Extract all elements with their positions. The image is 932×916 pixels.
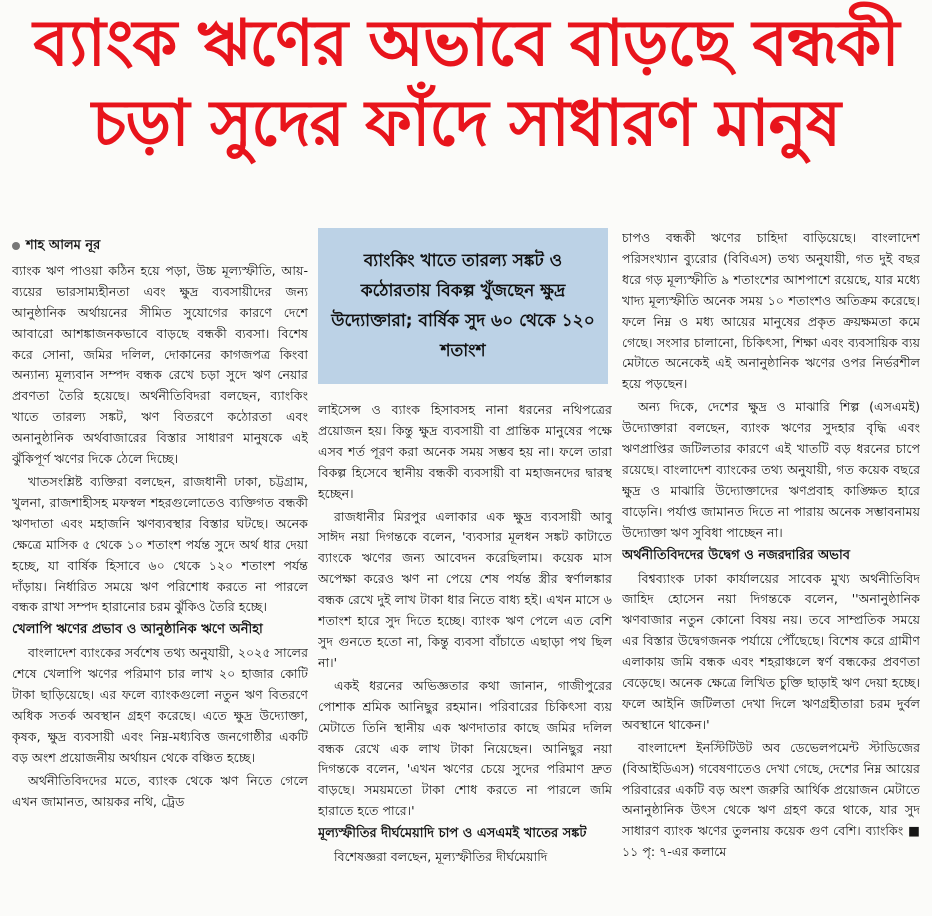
bullet-icon bbox=[12, 242, 20, 250]
column-3 bbox=[622, 228, 920, 916]
paragraph: অর্থনীতিবিদদের মতে, ব্যাংক থেকে ঋণ নিতে গেলে এখন জামানত, আয়কর নথি, ট্রেড bbox=[12, 772, 308, 809]
paragraph: বিশ্বব্যাংক ঢাকা কার্যালয়ের সাবেক মুখ্য অর্থনীতিবিদ জাহিদ হোসেন নয়া দিগন্তকে বলেন, ''অনানুষ্ঠানিক ঋণবাজার নতুন কোনো বিষয় নয়। তবে সাম্প্রতিক সময়ে এর বিস্তার উদ্বেগজনক পর্যায়ে পৌঁছেছে। বিশেষ করে গ্রামীণ এলাকায় জমি বন্ধক এবং শহরাঞ্চলে স্বর্ণ বন্ধকের প্রবণতা বেড়েছে। অনেক ক্ষেত্রে লিখিত চুক্তি ছাড়াই ঋণ দেয়া হচ্ছে। ফলে আইনি জটিলতা দেখা দিলে ঋণগ্রহীতারা চরম দুর্বল অবস্থানে থাকেন।' bbox=[622, 570, 920, 732]
headline bbox=[0, 4, 932, 164]
paragraph-text: বাংলাদেশ ইনস্টিটিউট অব ডেভেলপমেন্ট স্টাডিজের (বিআইডিএস) গবেষণাতেও দেখা গেছে, দেশের নিম্ন আয়ের পরিবারের একটি বড় অংশ জরুরি আর্থিক প্রয়োজন মেটাতে অনানুষ্ঠানিক উৎস থেকে ঋণ গ্রহণ করে থাকে, যার সুদ সাধারণ ব্যাংক ঋণের তুলনায় কয়েক গুণ বেশি। bbox=[622, 739, 920, 839]
continuation-note: ব্যাংকিং ■ ১১ পৃ: ৭-এর কলামে bbox=[622, 823, 920, 860]
paragraph: খাতসংশ্লিষ্ট ব্যক্তিরা বলছেন, রাজধানী ঢাকা, চট্টগ্রাম, খুলনা, রাজশাহীসহ মফস্বল শহরগুলোতেও ব্যক্তিগত বন্ধকী ঋণদাতা এবং মহাজনি ঋণব্যবস্থার বিস্তার ঘটছে। অনেক ক্ষেত্রে মাসিক ৫ থেকে ১০ শতাংশ পর্যন্ত সুদে অর্থ ধার দেয়া হচ্ছে, যা বার্ষিক হিসাবে ৬০ থেকে ১২০ শতাংশ পর্যন্ত দাঁড়ায়। নির্ধারিত সময়ে ঋণ পরিশোধ করতে না পারলে বন্ধক রাখা সম্পদ হারানোর চরম ঝুঁকিও তৈরি হচ্ছে। bbox=[12, 473, 308, 615]
subheading: অর্থনীতিবিদদের উদ্বেগ ও নজরদারির অভাব bbox=[622, 547, 850, 563]
byline bbox=[12, 236, 308, 257]
byline-text: শাহ আলম নূর bbox=[26, 238, 101, 253]
column-2 bbox=[318, 400, 612, 916]
paragraph: চাপও বন্ধকী ঋণের চাহিদা বাড়িয়েছে। বাংলাদেশ পরিসংখ্যান ব্যুরোর (বিবিএস) তথ্য অনুযায়ী, গত দুই বছর ধরে গড় মূল্যস্ফীতি ৯ শতাংশের আশপাশে রয়েছে, যার মধ্যে খাদ্য মূল্যস্ফীতি অনেক সময় ১০ শতাংশও অতিক্রম করেছে। ফলে নিম্ন ও মধ্য আয়ের মানুষের প্রকৃত ক্রয়ক্ষমতা কমে গেছে। সংসার চালানো, চিকিৎসা, শিক্ষা এবং ব্যবসায়িক ব্যয় মেটাতে অনেকেই এই অনানুষ্ঠানিক ঋণের ওপর নির্ভরশীল হয়ে পড়ছেন। bbox=[622, 230, 920, 392]
subheading: খেলাপি ঋণের প্রভাব ও আনুষ্ঠানিক ঋণে অনীহা bbox=[12, 622, 263, 638]
paragraph: বিশেষজ্ঞরা বলছেন, মূল্যস্ফীতির দীর্ঘমেয়াদি bbox=[334, 849, 548, 865]
paragraph: বাংলাদেশ ব্যাংকের সর্বশেষ তথ্য অনুযায়ী, ২০২৫ সালের শেষে খেলাপি ঋণের পরিমাণ চার লাখ ২০ হাজার কোটি টাকা ছাড়িয়েছে। এর ফলে ব্যাংকগুলো নতুন ঋণ বিতরণে অধিক সতর্ক অবস্থান গ্রহণ করেছে। এতে ক্ষুদ্র উদ্যোক্তা, কৃষক, ক্ষুদ্র ব্যবসায়ী এবং নিম্ন-মধ্যবিত্ত জনগোষ্ঠীর একটি বড় অংশ প্রয়োজনীয় অর্থায়ন থেকে বঞ্চিত হচ্ছে। bbox=[12, 645, 308, 765]
subheading: মূল্যস্ফীতির দীর্ঘমেয়াদি চাপ ও এসএমই খাতের সঙ্কট bbox=[318, 826, 587, 842]
highlight-box bbox=[318, 228, 608, 384]
paragraph: ব্যাংক ঋণ পাওয়া কঠিন হয়ে পড়া, উচ্চ মূল্যস্ফীতি, আয়-ব্যয়ের ভারসাম্যহীনতা এবং ক্ষুদ্র ব্যবসায়ীদের জন্য আনুষ্ঠানিক অর্থায়নের সীমিত সুযোগের কারণে দেশে আবারো আশঙ্কাজনকভাবে বাড়ছে বন্ধকী ব্যবসা। বিশেষ করে সোনা, জমির দলিল, দোকানের কাগজপত্র কিংবা অন্যান্য মূল্যবান সম্পদ বন্ধক রেখে চড়া সুদে ঋণ নেয়ার প্রবণতা তৈরি হয়েছে। অর্থনীতিবিদরা বলছেন, ব্যাংকিং খাতে তারল্য সঙ্কট, ঋণ বিতরণে কঠোরতা এবং অনানুষ্ঠানিক অর্থবাজারের বিস্তার সাধারণ মানুষকে এই ঝুঁকিপূর্ণ ঋণের দিকে ঠেলে দিচ্ছে। bbox=[12, 262, 308, 467]
paragraph: একই ধরনের অভিজ্ঞতার কথা জানান, গাজীপুরের পোশাক শ্রমিক আনিছুর রহমান। পরিবারের চিকিৎসা ব্যয় মেটাতে তিনি স্থানীয় এক ঋণদাতার কাছে জমির দলিল বন্ধক রেখে এক লাখ টাকা নিয়েছেন। আনিছুর নয়া দিগন্তকে বলেন, 'এখন ঋণের চেয়ে সুদের পরিমাণ দ্রুত বাড়ছে। সময়মতো টাকা শোধ করতে না পারলে জমি হারাতে হতে পারে।' bbox=[318, 677, 612, 819]
paragraph: রাজধানীর মিরপুর এলাকার এক ক্ষুদ্র ব্যবসায়ী আবু সাঈদ নয়া দিগন্তকে বলেন, 'ব্যবসার মূলধন সঙ্কট কাটাতে ব্যাংকে ঋণের জন্য আবেদন করেছিলাম। কয়েক মাস অপেক্ষা করেও ঋণ না পেয়ে শেষ পর্যন্ত স্ত্রীর স্বর্ণালঙ্কার বন্ধক রেখে দুই লাখ টাকা ধার নিতে বাধ্য হই। এখন মাসে ৬ শতাংশ হারে সুদ দিতে হচ্ছে। ব্যাংক ঋণ পেলে এত বেশি সুদ গুনতে হতো না, কিন্তু ব্যবসা বাঁচাতে এছাড়া পথ ছিল না।' bbox=[318, 508, 612, 670]
paragraph bbox=[622, 738, 920, 863]
highlight-text: ব্যাংকিং খাতে তারল্য সঙ্কট ও কঠোরতায় বিকল্প খুঁজছেন ক্ষুদ্র উদ্যোক্তারা; বার্ষিক সুদ ৬০ থেকে ১২০ শতাংশ bbox=[331, 251, 595, 361]
paragraph: অন্য দিকে, দেশের ক্ষুদ্র ও মাঝারি শিল্প (এসএমই) উদ্যোক্তারা বলছেন, ব্যাংক ঋণের সুদহার বৃদ্ধি এবং ঋণপ্রাপ্তির জটিলতার কারণে এই খাতটি বড় ধরনের চাপে রয়েছে। বাংলাদেশ ব্যাংকের তথ্য অনুযায়ী, গত কয়েক বছরে ক্ষুদ্র ও মাঝারি উদ্যোক্তাদের ঋণপ্রবাহ কাঙ্ক্ষিত হারে বাড়েনি। পর্যাপ্ত জামানত দিতে না পারায় অনেক সম্ভাবনাময় উদ্যোক্তা ঋণ সুবিধা পাচ্ছেন না। bbox=[622, 399, 920, 540]
headline-line-1: ব্যাংক ঋণের অভাবে বাড়ছে বন্ধকী bbox=[33, 7, 899, 81]
paragraph: লাইসেন্স ও ব্যাংক হিসাবসহ নানা ধরনের নথিপত্রের প্রয়োজন হয়। কিন্তু ক্ষুদ্র ব্যবসায়ী বা প্রান্তিক মানুষের পক্ষে এসব শর্ত পূরণ করা অনেক সময় সম্ভব হয় না। ফলে তারা বিকল্প হিসেবে স্থানীয় বন্ধকী ব্যবসায়ী বা মহাজনদের দ্বারস্থ হচ্ছেন। bbox=[318, 402, 612, 501]
column-1 bbox=[12, 236, 308, 916]
headline-line-2: চড়া সুদের ফাঁদে সাধারণ মানুষ bbox=[91, 87, 841, 161]
